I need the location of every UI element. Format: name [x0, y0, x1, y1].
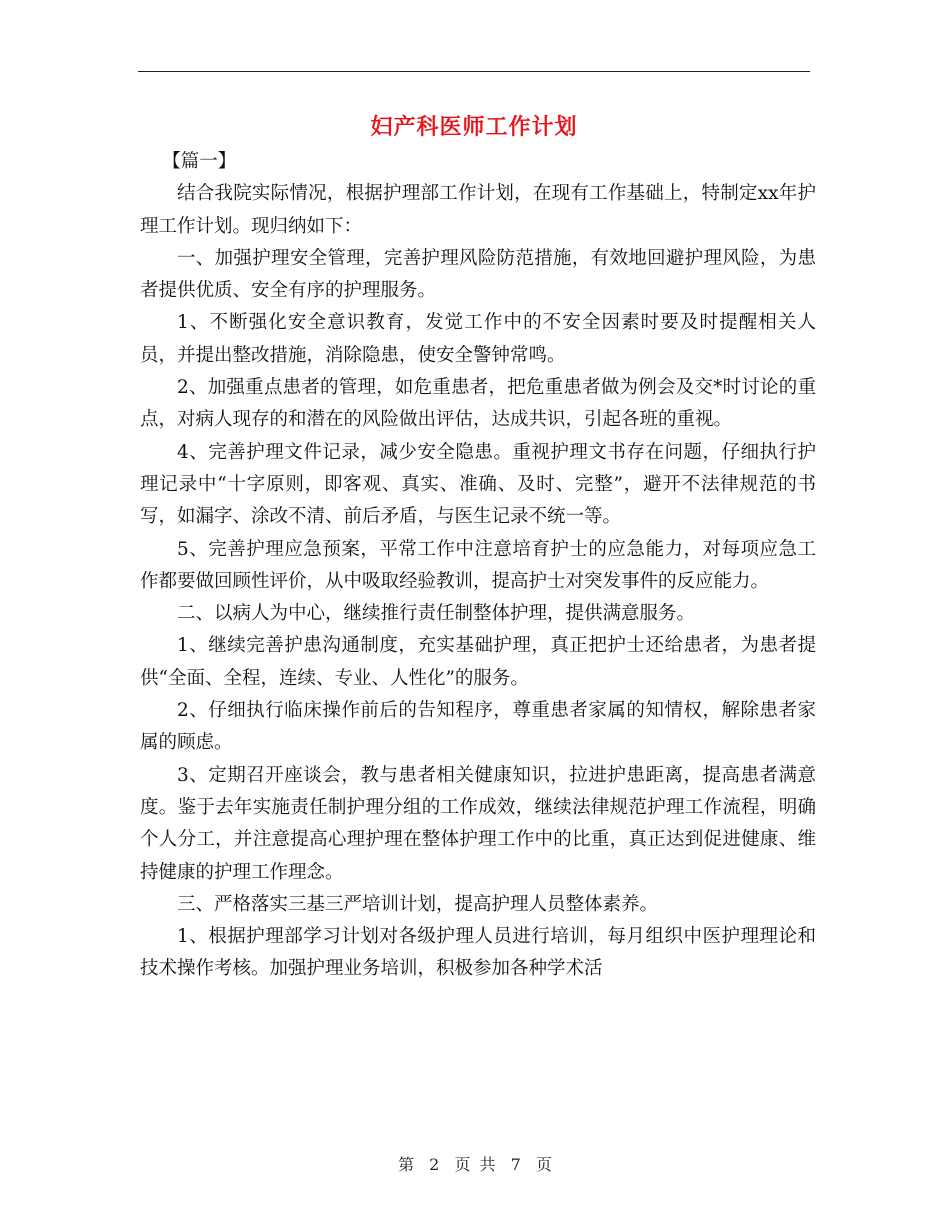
paragraph: 1、不断强化安全意识教育，发觉工作中的不安全因素时要及时提醒相关人员，并提出整改措施，消除隐患，使安全警钟常鸣。: [140, 312, 816, 366]
footer-middle: 页 共: [454, 1155, 496, 1174]
page-footer: [0, 1152, 950, 1175]
header-rule: [138, 71, 810, 72]
section-label: 【篇一】: [162, 151, 237, 172]
footer-total-pages: 7: [510, 1155, 521, 1174]
paragraph: 2、加强重点患者的管理，如危重患者，把危重患者做为例会及交*时讨论的重点，对病人现存的和潜在的风险做出评估，达成共识，引起各班的重视。: [140, 377, 816, 431]
paragraph: 4、完善护理文件记录，减少安全隐患。重视护理文书存在问题，仔细执行护理记录中“十字原则，即客观、真实、准确、及时、完整”，避开不法律规范的书写，如漏字、涂改不清、前后矛盾，与医生记录不统一等。: [140, 441, 816, 528]
paragraph: 3、定期召开座谈会，教与患者相关健康知识，拉进护患距离，提高患者满意度。鉴于去年实施责任制护理分组的工作成效，继续法律规范护理工作流程，明确个人分工，并注意提高心理护理在整体护理工作中的比重，真正达到促进健康、维持健康的护理工作理念。: [140, 764, 816, 883]
footer-prefix: 第: [398, 1155, 415, 1174]
document-body: [140, 146, 816, 986]
document-title: 妇产科医师工作计划: [370, 114, 578, 140]
paragraph: 1、继续完善护患沟通制度，充实基础护理，真正把护士还给患者，为患者提供“全面、全程，连续、专业、人性化”的服务。: [140, 635, 816, 689]
paragraph: 5、完善护理应急预案，平常工作中注意培育护士的应急能力，对每项应急工作都要做回顾性评价，从中吸取经验教训，提高护士对突发事件的反应能力。: [140, 538, 816, 592]
paragraph: 三、严格落实三基三严培训计划，提高护理人员整体素养。: [177, 893, 659, 915]
paragraph: 2、仔细执行临床操作前后的告知程序，尊重患者家属的知情权，解除患者家属的顾虑。: [140, 700, 816, 754]
footer-suffix: 页: [535, 1155, 552, 1174]
paragraph: 1、根据护理部学习计划对各级护理人员进行培训，每月组织中医护理理论和技术操作考核。加强护理业务培训，积极参加各种学术活: [140, 926, 816, 980]
paragraph: 结合我院实际情况，根据护理部工作计划，在现有工作基础上，特制定xx年护理工作计划。现归纳如下：: [140, 183, 816, 237]
paragraph: 一、加强护理安全管理，完善护理风险防范措施，有效地回避护理风险，为患者提供优质、安全有序的护理服务。: [140, 247, 816, 302]
paragraph: 二、以病人为中心，继续推行责任制整体护理，提供满意服务。: [177, 603, 696, 625]
footer-page-number: 2: [429, 1155, 440, 1174]
